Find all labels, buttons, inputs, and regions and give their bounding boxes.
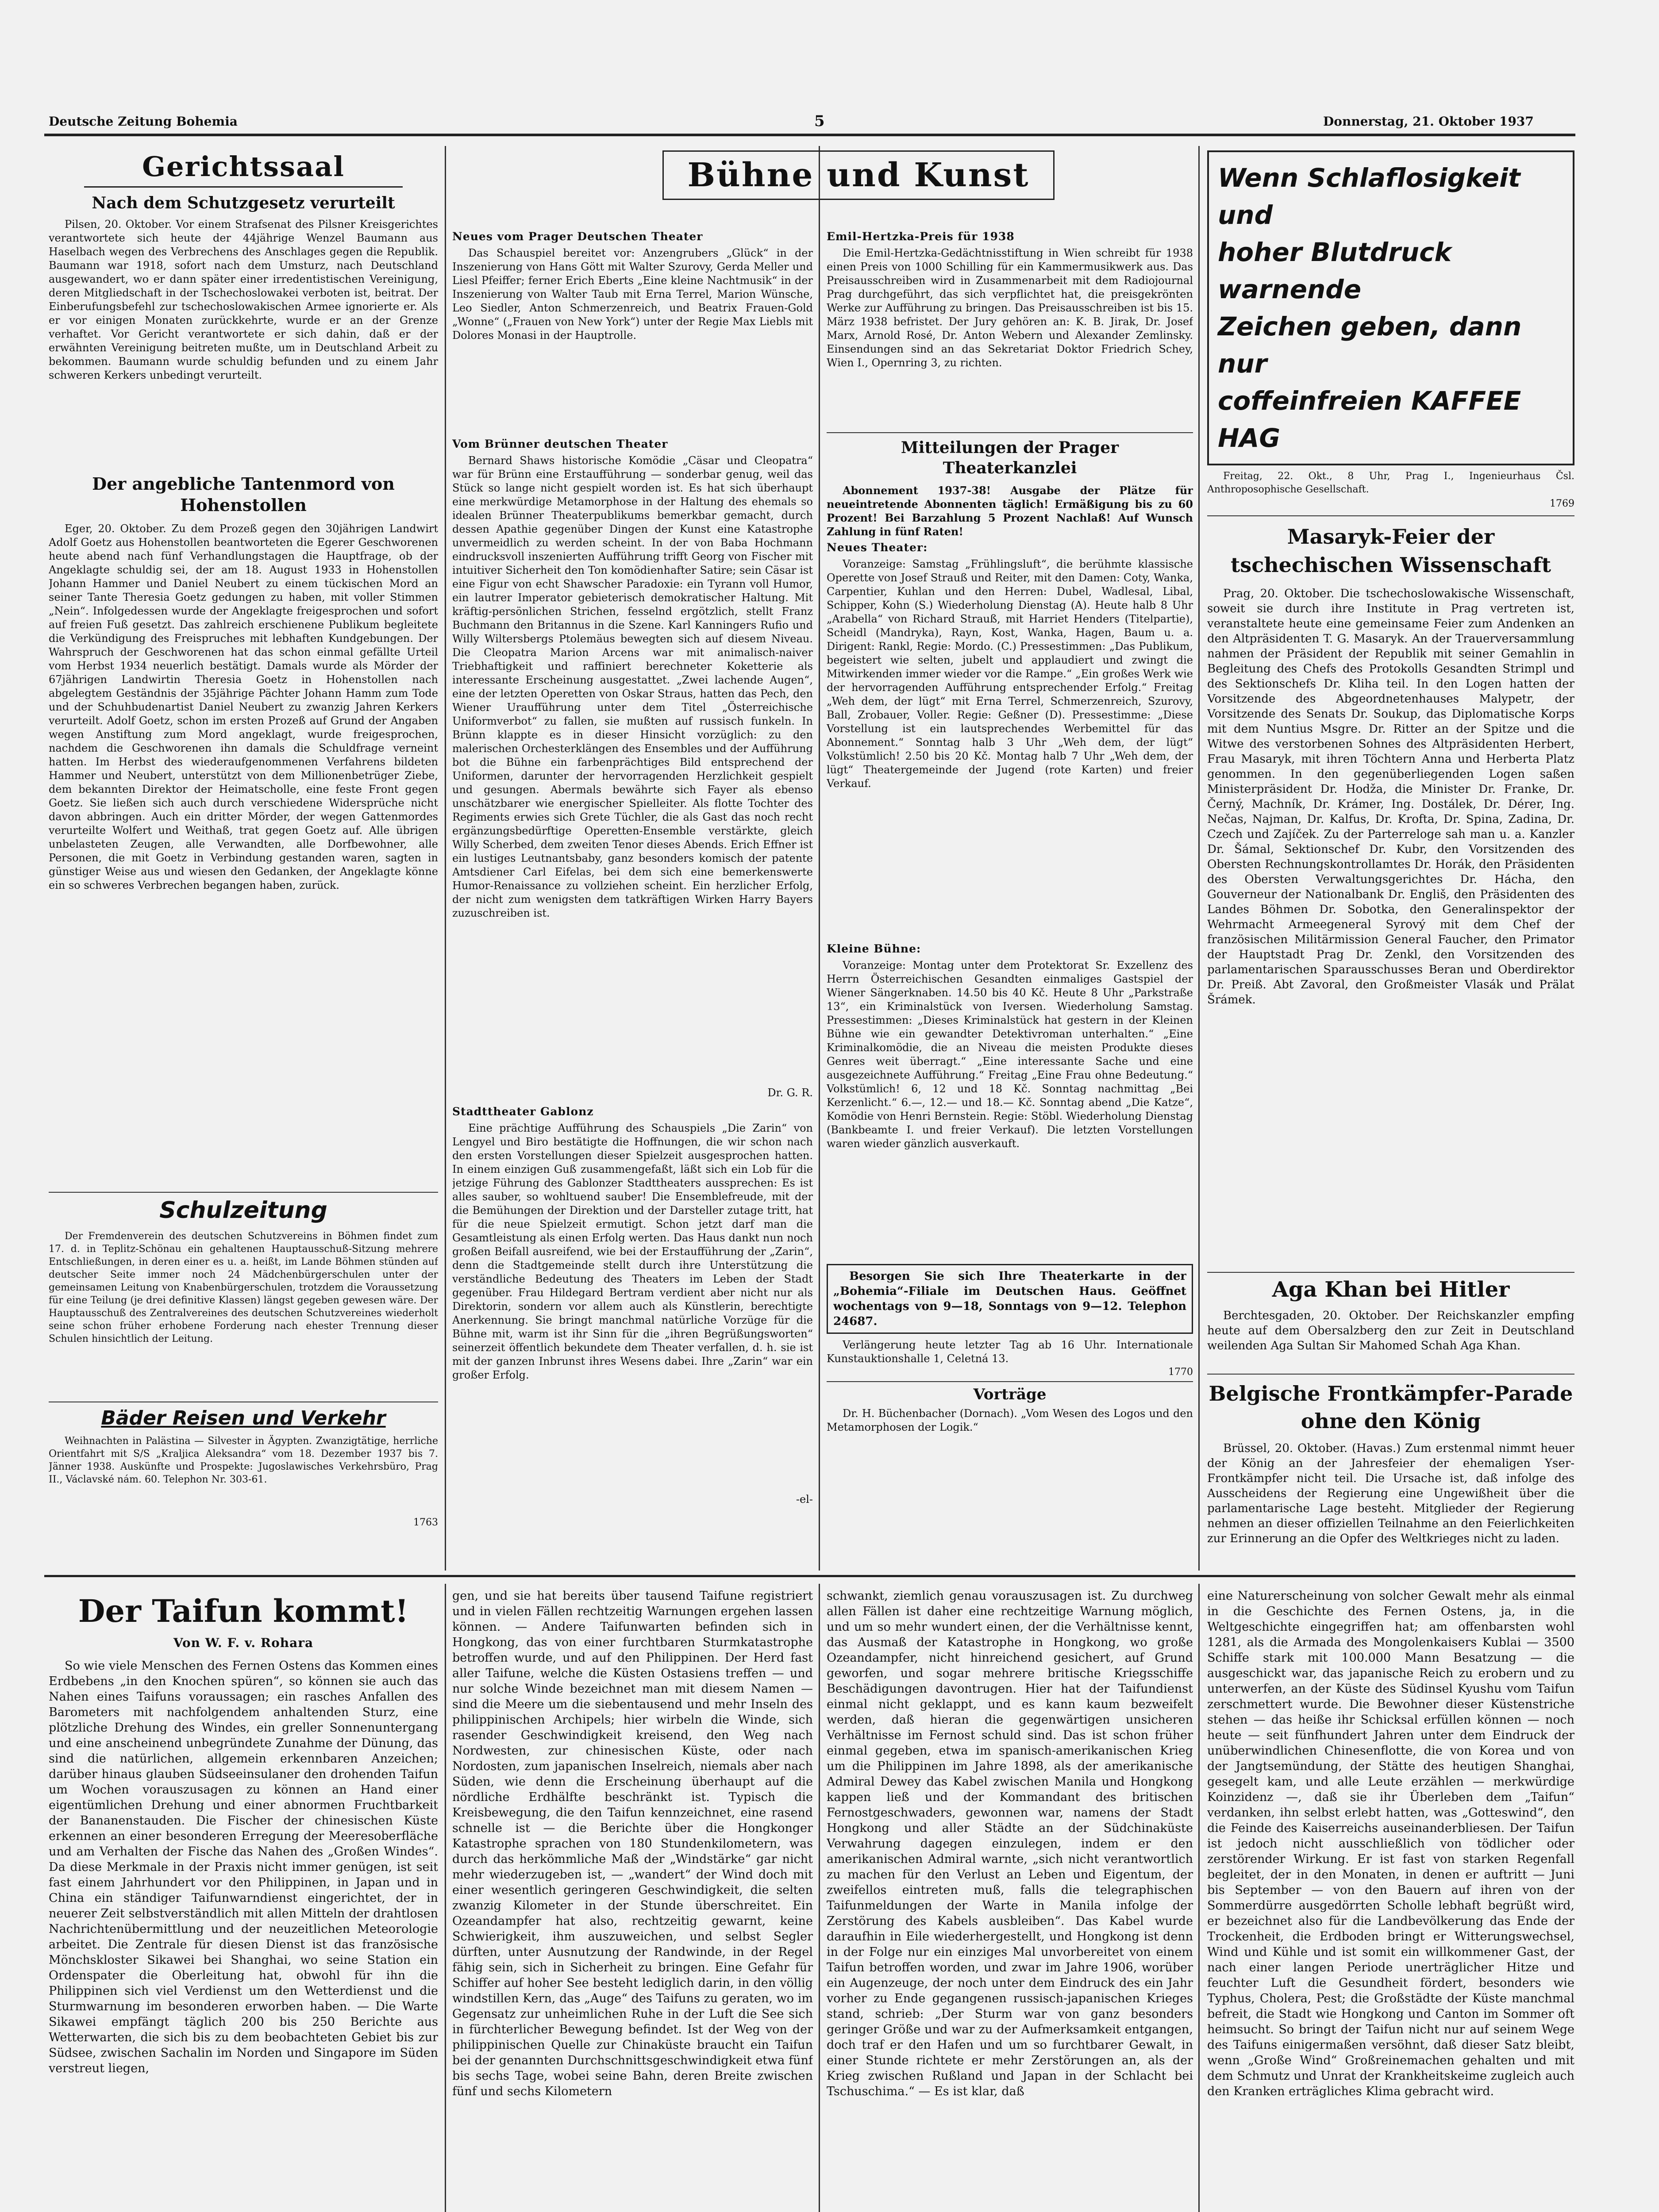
running-header-date: Donnerstag, 21. Oktober 1937 bbox=[1323, 114, 1534, 129]
ad-reference: 1763 bbox=[413, 1517, 438, 1528]
section-title-baeder: Bäder Reisen und Verkehr bbox=[101, 1407, 386, 1429]
article-body: Voranzeige: Samstag „Frühlingsluft“, die berühmte klassische Operette von Josef Strauß und Reiter, mit den Damen: Coty, Wanka, Carpentier, Kuhlan und den Herren: Dubel, Wadlesal, Libal, Schipper, Kohn (S.) Wiederholung Dienstag (A). Heute halb 8 Uhr „Arabella“ von Richard Strauß, mit Harriet Henders (Titelpartie), Scheidl (Mandryka), Rayn, Kost, Wanka, Hagen, Baum u. a. Dirigent: Rankl, Regie: Mordo. (C.) Pressestimmen: „Das Publikum, begeistert wie selten, jubelt und applaudiert und zwingt die Mitwirkenden immer wieder vor die Rampe.“ „Ein großes Werk wie der hervorragenden Aufführung entsprechender Erfolg.“ Freitag „Weh dem, der lügt“ mit Erna Terrel, Schmerzenreich, Szurovy, Ball, Zrobauer, Voller. Regie: Geßner (D). Pressestimme: „Diese Vorstellung ist ein lautsprechendes Werbemittel für das Abonnement.“ Sonntag halb 3 Uhr „Weh dem, der lügt“ Volkstümlich! 2.50 bis 20 Kč. Montag halb 7 Uhr „Weh dem, der lügt“ Theatergemeinde der Jugend (rote Karten) und freier Verkauf. bbox=[827, 558, 1193, 790]
article-title: Nach dem Schutzgesetz verurteilt bbox=[92, 194, 395, 212]
column-rule bbox=[819, 1584, 820, 2212]
article-body: Pilsen, 20. Oktober. Vor einem Strafsenat des Pilsner Kreisgerichtes verantwortete sich heute der 44jährige Wenzel Baumann aus Haselbach wegen des Verbrechens des Anschlages gegen die Republik. Baumann war 1918, sofort nach dem Umsturz, nach Deutschland ausgewandert, wo er dann später einer irredentistischen Vereinigung, deren Mitgliedschaft in der Tschechoslowakei verboten ist, beitrat. Der Einberufungsbefehl zur tschechoslowakischen Armee ignorierte er. Als er vor einigen Monaten zurückkehrte, wurde er an der Grenze verhaftet. Vor Gericht verantwortete er sich dahin, daß er der erwähnten Vereinigung beitreten mußte, um in Deutschland Arbeit zu bekommen. Baumann wurde schuldig befunden und zu einem Jahr schweren Kerkers unbedingt verurteilt. bbox=[49, 218, 438, 381]
running-header-left: Deutsche Zeitung Bohemia bbox=[49, 114, 238, 129]
column-rule bbox=[819, 146, 820, 1571]
ad-reference: 1769 bbox=[1550, 498, 1574, 509]
divider bbox=[49, 1192, 438, 1193]
article-body: So wie viele Menschen des Fernen Ostens das Kommen eines Erdbebens „in den Knochen spüren“, so können sie auch das Nahen eines Taifuns voraussagen; ein rasches Anfallen des Barometers mit nachfolgendem anhaltenden Sturz, eine plötzliche Drehung des Windes, ein greller Sonnenuntergang und eine anscheinend unbegründete Zunahme der Dünung, das sind die natürlichen, allgemein erkennbaren Anzeichen; darüber hinaus glauben Südseeinsulaner den drohenden Taifun um Wochen vorauszusagen zu können an Hand einer eigentümlichen Drehung und einer abnormen Fruchtbarkeit der Bananenstauden. Die Fischer der chinesischen Küste erkennen an einer besonderen Erregung der Meeresoberfläche und am Verhalten der Fische das Nahen des „Großen Windes“. Da diese Merkmale in der Praxis nicht immer genügen, ist seit fast einem Jahrhundert vor den Philippinen, in Japan und in China ein ständiger Taifunwarndienst eingerichtet, der in neuerer Zeit selbstverständlich mit allen Mitteln der drahtlosen Nachrichtenübermittlung und der neuzeitlichen Meteorologie arbeitet. Die Zentrale für diesen Dienst ist das französische Mönchskloster Sikawei bei Shanghai, wo seine Station ein Ordenspater die Oberleitung hat, obwohl für ihn die Philippinen sich viel Verdienst um den Wetterdienst und die Sturmwarnung im besonderen erworben haben. — Die Warte Sikawei empfängt täglich 200 bis 250 Berichte aus Wetterwarten, die sich bis zu dem beobachteten Gebiet bis zur Südsee, zwischen Sachalin im Norden und Singapore im Süden verstreut liegen, bbox=[49, 1659, 438, 2075]
title-underline bbox=[84, 186, 403, 188]
column-1 bbox=[49, 146, 438, 1528]
article-body: Voranzeige: Montag unter dem Protektorat Sr. Exzellenz des Herrn Österreichischen Gesandten einmaliges Gastspiel der Wiener Sängerknaben. 14.50 bis 40 Kč. Heute 8 Uhr „Parkstraße 13“, ein Kriminalstück von Iversen. Wiederholung Samstag. Pressestimmen: „Dieses Kriminalstück hat gestern in der Kleinen Bühne wie ein gewandter Detektivroman unterhalten.“ „Eine Kriminalkomödie, die an Niveau die meisten Produkte dieses Genres weit überragt.“ „Eine interessante Sache und eine ausgezeichnete Aufführung.“ Freitag „Eine Frau ohne Bedeutung.“ Volkstümlich! 6, 12 und 18 Kč. Sonntag nachmittag „Bei Kerzenlicht.“ 6.—, 12.— und 18.— Kč. Sonntag abend „Die Katze“, Komödie von Henri Bernstein. Regie: Stöbl. Wiederholung Dienstag (Bankbeamte I. und freier Verkauf). Die letzten Vorstellungen waren wieder gänzlich ausverkauft. bbox=[827, 959, 1193, 1150]
taifun-col-2 bbox=[452, 1588, 813, 2212]
notice-text: Besorgen Sie sich Ihre Theaterkarte in der „Bohemia“-Filiale im Deutschen Haus. Geöffnet wochentags von 9—18, Sonntags von 9—12. Telephon 24687. bbox=[833, 1270, 1186, 1328]
article-intro: Abonnement 1937-38! Ausgabe der Plätze für neueintretende Abonnenten täglich! Ermäßigung bis zu 60 Prozent! Bei Barzahlung 5 Prozent Nachlaß! Auf Wunsch Zahlung in fünf Raten! bbox=[827, 484, 1193, 538]
article-body: gen, und sie hat bereits über tausend Taifune registriert und in vielen Fällen rechtzeitig Warnungen ergehen lassen können. — Andere Taifunwarten befinden sich in Hongkong, das von einer furchtbaren Sturmkatastrophe betroffen wurde, und auf den Philippinen. Der Herd fast aller Taifune, welche die Küsten Ostasiens treffen — und nur solche Winde bezeichnet man mit diesem Namen — sind die Meere um die siebentausend und mehr Inseln des philippinischen Archipels; hier wirbeln die Winde, sich rasender Geschwindigkeit kreisend, den Weg nach Nordwesten, zur chinesischen Küste, oder nach Nordosten, zum japanischen Inselreich, niemals aber nach Süden, wie denn die Erscheinung überhaupt auf die nördliche Erdhälfte beschränkt ist. Typisch die Kreisbewegung, die den Taifun kennzeichnet, eine rasend schnelle ist — die Berichte über die Hongkonger Katastrophe sprachen von 180 Stundenkilometern, was durch das herkömmliche Maß der „Windstärke“ gar nicht mehr wiederzugeben ist, — „wandert“ der Wind doch mit einer wesentlich geringeren Geschwindigkeit, die selten zwanzig Kilometer in der Stunde überschreitet. Ein Ozeandampfer hat also, rechtzeitig gewarnt, keine Schwierigkeit, ihm auszuweichen, und selbst Segler dürften, unter Ausnutzung der Randwinde, in der Regel fähig sein, sich in Sicherheit zu bringen. Eine Gefahr für Schiffer auf hoher See besteht lediglich darin, in den völlig windstillen Kern, das „Auge“ des Taifuns zu geraten, wo im Gegensatz zur unheimlichen Ruhe in der Luft die See sich in fürchterlicher Bewegung befindet. Ist der Weg von der philippinischen Quelle zur Chinaküste braucht ein Taifun bei der genannten Durchschnittsgeschwindigkeit etwa fünf bis sechs Tage, wobei seine Bahn, deren Breite zwischen fünf und sechs Kilometern bbox=[452, 1589, 813, 2098]
ad-kaffee-hag bbox=[1207, 150, 1574, 465]
spacer bbox=[452, 384, 813, 438]
article-title: Neues vom Prager Deutschen Theater bbox=[452, 230, 703, 243]
article-body: Die Emil-Hertzka-Gedächtnisstiftung in Wien schreibt für 1938 einen Preis von 1000 Schilling für ein Kammermusikwerk aus. Das Preisausschreiben wird in Zusammenarbeit mit dem Radiojournal Prag durchgeführt, das sich verpflichtet hat, die preisgekrönten Werke zur Aufführung zu bringen. Das Preisausschreiben ist bis 15. März 1938 befristet. Der Jury gehören an: K. B. Jirak, Dr. Josef Marx, Arnold Rosé, Dr. Anton Webern und Alexander Zemlinsky. Einsendungen sind an das Sekretariat Doktor Friedrich Schey, Wien I., Opernring 3, zu richten. bbox=[827, 247, 1193, 369]
ad-line: Zeichen geben, dann nur bbox=[1218, 311, 1522, 379]
divider bbox=[1207, 515, 1574, 516]
article-body: schwankt, ziemlich genau vorauszusagen ist. Zu durchweg allen Fällen ist daher eine rechtzeitige Warnung möglich, und um so mehr wundert einen, der die Verhältnisse kennt, das Ausmaß der Katastrophe in Hongkong, wo große Ozeandampfer, nicht hinreichend gesichert, auf Grund geworfen, und sogar mehrere britische Kriegsschiffe Beschädigungen davontrugen. Hier hat der Taifundienst einmal nicht geklappt, und es kann kaum bezweifelt werden, daß hieran die gegenwärtigen unsicheren Verhältnisse im Fernost schuld sind. Das ist schon früher einmal gegeben, etwa im spanisch-amerikanischen Krieg um die Philippinen im Jahre 1898, als der amerikanische Admiral Dewey das Kabel zwischen Manila und Hongkong kappen ließ und der Kommandant des britischen Fernostgeschwaders, gewonnen war, namens der Stadt Hongkong und aller Städte an der Südchinaküste Verwahrung dagegen einzulegen, indem er den amerikanischen Admiral warnte, „sich nicht verantwortlich zu machen für den Verlust an Leben und Eigentum, der zweifellos eintreten muß, falls die telegraphischen Taifunmeldungen der Warte in Manila infolge der Zerstörung des Kabels ausbleiben“. Das Kabel wurde daraufhin in Eile wiederhergestellt, und Hongkong ist denn in der Folge nur ein einziges Mal unvorbereitet von einem Taifun betroffen worden, und zwar im Jahre 1906, worüber ein Augenzeuge, der noch unter dem Eindruck des ein Jahr vorher zu Ende gegangenen russisch-japanischen Krieges stand, schrieb: „Der Sturm war von ganz besonders geringer Größe und war zu der Aufmerksamkeit entgangen, doch traf er den Hafen und um so furchtbarer Gewalt, in einer Stunde richtete er mehr Zerstörungen an, als der Krieg zwischen Rußland und Japan in der Schlacht bei Tschuschima.“ — Es ist klar, daß bbox=[827, 1589, 1193, 2098]
ad-reference: 1770 bbox=[1168, 1367, 1193, 1378]
article-body: Verlängerung heute letzter Tag ab 16 Uhr. Internationale Kunstauktionshalle 1, Celetná 13. bbox=[827, 1339, 1193, 1365]
article-body: Dr. H. Büchenbacher (Dornach). „Vom Wesen des Logos und den Metamorphosen der Logik.“ bbox=[827, 1407, 1193, 1433]
divider bbox=[827, 1381, 1193, 1382]
article-title: Emil-Hertzka-Preis für 1938 bbox=[827, 230, 1015, 243]
article-title: Der angebliche Tantenmord von Hohenstollen bbox=[92, 474, 395, 515]
divider bbox=[1207, 1272, 1574, 1273]
article-title: Aga Khan bei Hitler bbox=[1272, 1277, 1510, 1302]
column-rule bbox=[445, 146, 446, 1571]
notice-box bbox=[827, 1264, 1193, 1334]
column-rule bbox=[445, 1584, 446, 2212]
feature-author: Von W. F. v. Rohara bbox=[173, 1636, 314, 1650]
article-title: Belgische Frontkämpfer-Parade ohne den König bbox=[1209, 1382, 1573, 1433]
article-body: Eine prächtige Aufführung des Schauspiels „Die Zarin“ von Lengyel und Biro bestätigte die Hoffnungen, die wir schon nach den ersten Vorstellungen dieser Spielzeit ausgesprochen hatten. In einem einzigen Guß zusammengefaßt, läßt sich ein Lob für die jetzige Führung des Gablonzer Stadttheaters aussprechen: Es ist alles sauber, so wohltuend sauber! Die Ensemblefreude, mit der die Bemühungen der Direktion und der Darsteller zutage tritt, hat für die neue Spielzeit ermutigt. Schon jetzt darf man die Gesamtleistung als einen Erfolg werten. Das Haus dankt nun noch großen Beifall ausreifend, wie bei der Erstaufführung der „Zarin“, denn die Stadtgemeinde stellt durch ihre Unterstützung die verständliche Bedeutung des Theaters im Leben der Stadt gegenüber. Frau Hildegard Bertram verdient aber nicht nur als Direktorin, sondern vor allem auch als Künstlerin, berechtigte Anerkennung. Sie bringt manchmal natürliche Vorzüge für die Bühne mit, warm ist ihr Sinn für die „ihren Begrüßungsworten“ seinerzeit öffentlich bekundete dem Theater verfallen, d. h. sie ist mit der ganzen Inbrunst ihres Wesens dabei. Ihre „Zarin“ war ein großer Erfolg. bbox=[452, 1122, 813, 1381]
article-body: Der Fremdenverein des deutschen Schutzvereins in Böhmen findet zum 17. d. in Teplitz-Schönau ein gehaltenen Hauptausschuß-Sitzung mehrere Entschließungen, in deren einer es u. a. heißt, im Lande Böhmen stünden auf deutscher Seite immer noch 24 Mädchenbürgerschulen unter der gemeinsamen Leitung von Knabenbürgerschulen, trotzdem die Voraussetzung für eine Teilung (je drei definitive Klassen) längst gegeben gewesen wäre. Der Hauptausschuß des Zentralvereines des deutschen Schutzvereines wiederholt seine schon früher erhobene Forderung nach ehester Trennung dieser Schulen hinsichtlich der Leitung. bbox=[49, 1231, 438, 1344]
divider bbox=[1207, 1374, 1574, 1375]
article-title: Masaryk-Feier der tschechischen Wissenschaft bbox=[1231, 525, 1551, 577]
feature-title: Der Taifun kommt! bbox=[78, 1593, 409, 1629]
article-body: eine Naturerscheinung von solcher Gewalt mehr als einmal in die Geschichte des Fernen Ostens, ja, in die Weltgeschichte eingegriffen hat; am offenbarsten wohl 1281, als die Armada des Mongolenkaisers Kublai — 3500 Schiffe stark mit 100.000 Mann Besatzung — die ausgeschickt war, das japanische Reich zu erobern und zu unterwerfen, an der Küste des Südinsel Kyushu vom Taifun zerschmettert wurde. Die Bewohner dieser Küstenstriche stehen — das heiße ihr Schicksal erfüllen können — noch heute — seit fünfhundert Jahren unter dem Eindruck der unüberwindlichen Chinesenflotte, die von Korea und von der Jangtsemündung, der Stätte des heutigen Shanghai, gesegelt kam, und alle Leute erzählen — merkwürdige Koinzidenz —, daß sie ihr Überleben dem „Taifun“ verdanken, ihn selbst erlebt hatten, was „Gotteswind“, den die Feinde des Kaiserreichs auseinanderbliesen. Der Taifun ist jedoch nicht ausschließlich von tödlicher oder zerstörender Wirkung. Er ist fast von starken Regenfall begleitet, der in den Monaten, in denen er auftritt — Juni bis September — von den Bauern auf ihren von der Sommerdürre ausgedörrten Scholle lebhaft begrüßt wird, er bezeichnet also für die Landbevölkerung das Ende der Trockenheit, die Erdboden bringt er Witterungswechsel, Wind und Kühle und ist somit ein willkommener Gast, der nach einer langen Periode unerträglicher Hitze und feuchter Luft die Gesundheit fördert, besonders wie Typhus, Cholera, Pest; die Großstädte der Küste manchmal befreit, die Stadt wie Hongkong und Canton im Sommer oft heimsucht. So bringt der Taifun nicht nur auf seinem Wege des Taifuns einigermaßen versöhnt, daß dieser Satz bleibt, wenn „Große Wind“ Großreinemachen gehalten und mit dem Schmutz und Unrat der Krankheitskeime zugleich auch den Kranken erträgliches Klima gebracht wird. bbox=[1207, 1589, 1574, 2098]
article-title: Vom Brünner deutschen Theater bbox=[452, 438, 668, 450]
column-rule bbox=[1198, 1584, 1200, 2212]
column-2 bbox=[452, 230, 813, 1505]
signature: Dr. G. R. bbox=[767, 1087, 813, 1099]
taifun-col-4 bbox=[1207, 1588, 1574, 2212]
ad-line: Wenn Schlaflosigkeit und bbox=[1218, 163, 1520, 230]
article-body: Brüssel, 20. Oktober. (Havas.) Zum erstenmal nimmt heuer der König an der Jahresfeier der ehemaligen Yser-Frontkämpfer nicht teil. Die Ursache ist, daß infolge des Ausscheidens der Regierung eine Ungewißheit über die parlamentarische Lage besteht. Mitglieder der Regierung nehmen an dieser offiziellen Teilnahme an den Feierlichkeiten zur Erinnerung an die Opfer des Weltkrieges nicht zu laden. bbox=[1207, 1442, 1574, 1545]
article-title: Stadttheater Gablonz bbox=[452, 1105, 594, 1118]
signature: -el- bbox=[796, 1493, 813, 1505]
article-body: Prag, 20. Oktober. Die tschechoslowakische Wissenschaft, soweit sie durch ihre Institute in Prag vertreten ist, veranstaltete heute eine gemeinsame Feier zum Andenken an den Altpräsidenten T. G. Masaryk. An der Trauerversammlung nahmen der Präsident der Republik mit seiner Gemahlin in Begleitung des Chefs des Protokolls Gesandten Strimpl und des Sektionschefs Dr. Kliha teil. In den Logen hatten der Vorsitzende des Abgeordnetenhauses Malypetr, der Vorsitzende des Senats Dr. Soukup, das Diplomatische Korps mit dem Nuntius Msgre. Dr. Ritter an der Spitze und die Witwe des verstorbenen Sohnes des Altpräsidenten Herbert, Frau Masaryk, mit ihren Töchtern Anna und Herberta Platz genommen. In den gegenüberliegenden Logen saßen Ministerpräsident Dr. Hodža, die Minister Dr. Franke, Dr. Černý, Machník, Dr. Krámer, Ing. Dostálek, Dr. Dérer, Ing. Nečas, Najman, Dr. Kalfus, Dr. Krofta, Dr. Spina, Zadina, Dr. Czech und Zajíček. Zu der Parterreloge sah man u. a. Kanzler Dr. Šámal, Sektionschef Dr. Kubr, den Vorsitzenden des Obersten Rechnungskontrollamtes Dr. Horák, den Präsidenten des Obersten Verwaltungsgerichtes Dr. Hácha, den Gouverneur der Nationalbank Dr. Engliš, den Präsidenten des Landes Böhmen Dr. Sobotka, den Generalinspektor der Wehrmacht Armeegeneral Syrový mit dem Chef der französischen Militärmission General Faucher, den Primator der Hauptstadt Prag Dr. Zenkl, den Vorsitzenden des parlamentarischen Sparausschusses Beran und Oberdirektor Dr. Preiß. Abt Zavoral, den Großmeister Vlasák und Prälat Šrámek. bbox=[1207, 587, 1574, 1006]
ad-line: hoher Blutdruck warnende bbox=[1218, 237, 1452, 304]
article-body: Weihnachten in Palästina — Silvester in Ägypten. Zwanzigtätige, herrliche Orientfahrt mit S/S „Kraljica Aleksandra“ vom 18. Dezember 1937 bis 7. Jänner 1938. Auskünfte und Prospekte: Jugoslawisches Verkehrsbüro, Prag II., Václavské nám. 60. Telephon Nr. 303-61. bbox=[49, 1436, 438, 1485]
column-4 bbox=[1207, 150, 1574, 1621]
taifun-col-1 bbox=[49, 1588, 438, 2212]
article-title: Vorträge bbox=[973, 1386, 1047, 1403]
divider bbox=[827, 432, 1193, 433]
article-body: Bernard Shaws historische Komödie „Cäsar und Cleopatra“ war für Brünn eine Erstaufführung — sonderbar genug, weil das Stück so lange nicht gespielt worden ist. Es hat sich überhaupt eine merkwürdige Metamorphose in der Haltung des ehemals so idealen Brünner Theaterpublikums bemerkbar gemacht, durch dessen Apathie gegenüber Dingen der Kunst eine Katastrophe unvermeidlich zu werden scheint. In der von Baba Hochmann eindrucksvoll inszenierten Aufführung trifft Georg von Fischer mit intuitiver Sicherheit den Ton komödienhafter Satire; sein Cäsar ist eine Figur von echt Shawscher Paradoxie: ein Tyrann voll Humor, ein lautrer Imperator gebieterisch demokratischer Haltung. Mit kräftig-persönlichen Strichen, fesselnd ergötzlich, stellt Franz Buchmann den Britannus in die Szene. Karl Kanningers Rufio und Willy Wiltersbergs Ptolemäus bewegten sich auf diesem Niveau. Die Cleopatra Marion Arcens war mit animalisch-naiver Triebhaftigkeit und raffiniert berechneter Koketterie als interessante Erscheinung ausgestattet. „Zwei lachende Augen“, eine der letzten Operetten von Oskar Straus, hatten das Pech, den Wiener Uraufführung unter dem Titel „Österreichische Uniformverbot“ zu fallen, sie mußten auf russisch funkeln. In Brünn klappte es in dieser Hinsicht vorzüglich: zu den malerischen Orchesterklängen des Ensembles und der Aufführung bot die Bühne ein farbenprächtiges Bild entsprechend der Uniformen, darunter der hervorragenden Herzlichkeit gespielt und gesungen. Abermals bewährte sich Fayer als ebenso unschätzbarer wie energischer Spielleiter. Als flotte Tochter des Regiments erwies sich Grete Tüchler, die als Gast das noch recht ergänzungsbedürftige Operetten-Ensemble verstärkte, gleich Willy Scherbed, dem zweiten Tenor dieses Abends. Erich Effner ist ein lustiges Leutnantsbaby, ganz besonders komisch der patente Amtsdiener Carl Eifelas, bei dem sich eine bemerkenswerte Humor-Renaissance zu vollziehen scheint. Ein herzlicher Erfolg, der nicht zum wenigsten dem tatkräftigen Wirken Harry Bayers zuzuschreiben ist. bbox=[452, 454, 813, 919]
banner bbox=[496, 150, 1221, 204]
banner-title: Bühne und Kunst bbox=[662, 150, 1055, 200]
ad-line: coffeinfreien KAFFEE HAG bbox=[1218, 386, 1521, 453]
article-title: Mitteilungen der Prager Theaterkanzlei bbox=[901, 438, 1119, 477]
article-body: Eger, 20. Oktober. Zu dem Prozeß gegen den 30jährigen Landwirt Adolf Goetz aus Hohenstollen beantworteten die Egerer Geschworenen heute abend nach fünf Verhandlungstagen die Hauptfrage, ob der Angeklagte schuldig sei, der am 18. August 1933 in Hohenstollen Johann Hammer und Daniel Neubert zu einem tückischen Mord an seiner Tante Theresia Goetz gedungen zu haben, mit voller Stimmen „Nein“. Infolgedessen wurde der Angeklagte freigesprochen und sofort auf freien Fuß gesetzt. Das zahlreich erschienene Publikum begleitete die Verkündigung des Freispruches mit lebhaften Kundgebungen. Der Wahrspruch der Geschworenen hat das schon einmal gefällte Urteil vom Herbst 1934 neuerlich bestätigt. Damals wurde als Mörder der 67jährigen Landwirtin Theresia Goetz in Hohenstollen nach abgelegtem Geständnis der 35jährige Pächter Johann Hamm zum Tode und der Schuhbudenartist Daniel Neubert zu zwanzig Jahren Kerkers verurteilt. Adolf Goetz, schon im ersten Prozeß auf Grund der Angaben wegen Anstiftung zum Mord angeklagt, wurde freigesprochen, nachdem die Geschworenen ihn damals die Schuldfrage verneint hatten. Im Herbst des wiederaufgenommenen Verfahrens bildeten Hammer und Neubert, unterstützt von dem Millionenbetrüger Ziebe, dem bekannten Direktor der Heimatscholle, eine feste Front gegen Goetz. Sie ließen sich auch durch verschiedene Widersprüche nicht davon abbringen. Auch ein dritter Mörder, der wegen Gattenmordes verurteilte Wolfert und Weithaß, trat gegen Goetz auf. Alle übrigen unbelasteten Zeugen, alle Verwandten, alle Dorfbewohner, alle Personen, die mit Goetz in Verbindung gestanden waren, sagten in günstiger Weise aus und wiesen den Gedanken, der Angeklagte könne ein so schweres Verbrechen begangen haben, zurück. bbox=[49, 522, 438, 891]
subsection-title: Kleine Bühne: bbox=[827, 942, 921, 955]
header-rule bbox=[44, 134, 1575, 136]
section-title-gerichtssaal: Gerichtssaal bbox=[142, 150, 345, 183]
column-rule bbox=[1198, 146, 1200, 1571]
article-body: Berchtesgaden, 20. Oktober. Der Reichskanzler empfing heute auf dem Obersalzberg den zur Zeit in Deutschland weilenden Aga Sultan Sir Mahomed Schah Aga Khan. bbox=[1207, 1309, 1574, 1352]
section-title-schulzeitung: Schulzeitung bbox=[159, 1197, 327, 1224]
taifun-col-3 bbox=[827, 1588, 1193, 2212]
column-3 bbox=[827, 230, 1193, 1435]
subsection-title: Neues Theater: bbox=[827, 541, 928, 554]
article-body: Das Schauspiel bereitet vor: Anzengrubers „Glück“ in der Inszenierung von Hans Gött mit Walter Szurovy, Gerda Meller und Liesl Pfeiffer; ferner Erich Eberts „Eine kleine Nachtmusik“ in der Inszenierung von Walter Taub mit Erna Terrel, Marion Wünsche, Leo Siedler, Anton Schmerzenreich, und Beatrix Frauen-Gold „Wonne“ („Frauen von New York“) unter der Regie Max Liebls mit Dolores Monasi in der Hauptrolle. bbox=[452, 247, 813, 342]
notice-text: Freitag, 22. Okt., 8 Uhr, Prag I., Ingenieurhaus Čsl. Anthroposophische Gesellschaft. bbox=[1207, 471, 1574, 495]
page-number: 5 bbox=[814, 112, 825, 130]
